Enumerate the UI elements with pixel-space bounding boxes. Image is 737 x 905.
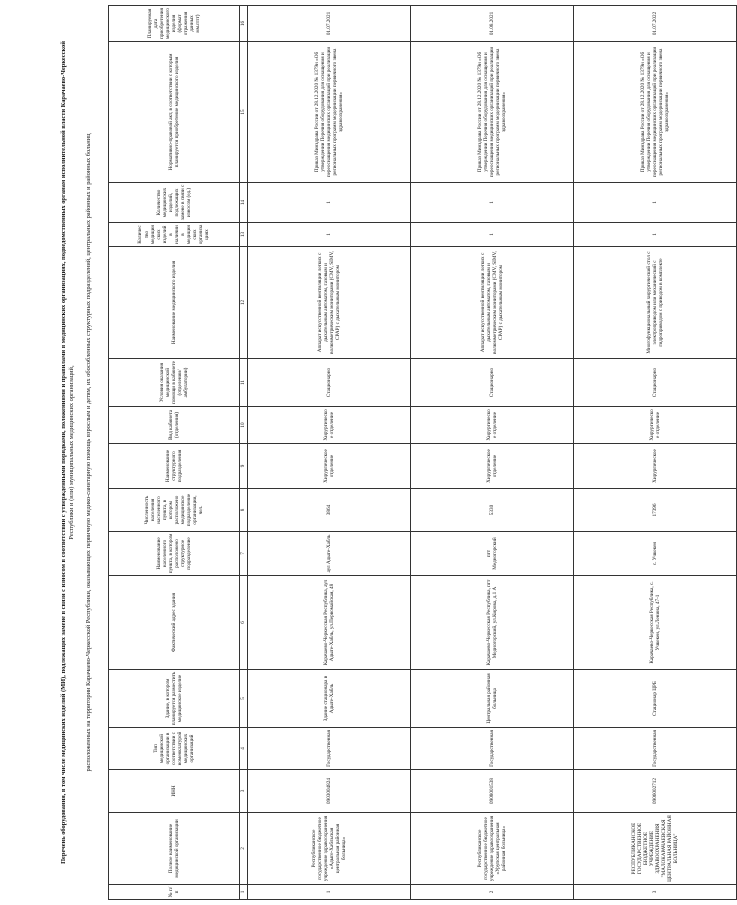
address-cell: Карачаево-Черкесская Республика, пгт Медногорский, ул.Кирова, д.1 А xyxy=(411,576,574,670)
column-header: Условия оказания медицинской помощи в кабинете (отделении/амбулатории) xyxy=(109,359,240,407)
cabinet-cell: Хирургическое отделение xyxy=(411,407,574,444)
column-header: Фактический адрес здания xyxy=(109,576,240,670)
column-number: 11 xyxy=(240,359,248,407)
locality-cell: пгт Медногорский xyxy=(411,532,574,576)
date-cell: 01.08.2021 xyxy=(411,6,574,42)
row-number: 3 xyxy=(574,885,737,900)
inn-cell: 0903004824 xyxy=(248,770,411,813)
org-type-cell: Государственная xyxy=(411,728,574,770)
column-number: 6 xyxy=(240,576,248,670)
conditions-cell: Стационарно xyxy=(574,359,737,407)
column-header: Здание, в котором планируется разместить медицинское изделие xyxy=(109,670,240,728)
row-number: 2 xyxy=(411,885,574,900)
document-subtitle-2: расположенных на территории Карачаево-Черкесской Республики, оказывающих первичную медико-санитарную помощь взрослым и детям, их обособленных структурных подразделений, центральных районных и районных больниц xyxy=(85,133,92,772)
building-cell: Центральная районная больница xyxy=(411,670,574,728)
qty-have-cell: 1 xyxy=(248,223,411,247)
date-cell: 01.07.2022 xyxy=(574,6,737,42)
building-cell: Стационар ЦРБ xyxy=(574,670,737,728)
column-number: 3 xyxy=(240,770,248,813)
document-title: Перечень оборудования, в том числе медицинских изделий (МИ), подлежащих замене в связи с износом в соответствии с утвержденными порядками, положениями и правилами в медицинских организациях, подведомственных органам исполнительной власти Карачаево-Черкесской xyxy=(60,41,67,864)
qty-have-cell: 1 xyxy=(574,223,737,247)
legal-act-cell: Приказ Минздрава России от 28.12.2020 № 1379н «Об утверждении Перечня оборудования для оснащения и переоснащения медицинских организаций при реализации региональных программ модернизации первичного звена здравоохранения» xyxy=(574,42,737,183)
table-row xyxy=(574,6,737,900)
column-number: 13 xyxy=(240,223,248,247)
column-header: № п/п xyxy=(109,885,240,900)
column-header: Наименование структурного подразделения xyxy=(109,444,240,489)
building-cell: Здание стационара в Адыге-Хабль xyxy=(248,670,411,728)
device-cell: Аппарат искусственной вентиляции легких с дыхательным автоматом, газовым и волюмметрическим мониторами (СМV, SIMV, CPAP) с дыхательным монитором xyxy=(248,247,411,359)
conditions-cell: Стационарно xyxy=(411,359,574,407)
column-header: Наименование населенного пункта, в котором расположено структурное подразделение xyxy=(109,532,240,576)
inn-cell: 0908001538 xyxy=(411,770,574,813)
column-number: 14 xyxy=(240,183,248,223)
column-number: 9 xyxy=(240,444,248,489)
column-header: Количество медицинских изделий, подлежащих замене в связи с износом (ед.) xyxy=(109,183,240,223)
qty-have-cell: 1 xyxy=(411,223,574,247)
column-number: 16 xyxy=(240,6,248,42)
column-header: Вид кабинета (отделения) xyxy=(109,407,240,444)
unit-cell: Хирургическое отделение xyxy=(248,444,411,489)
column-number: 12 xyxy=(240,247,248,359)
column-number: 5 xyxy=(240,670,248,728)
column-number-row xyxy=(240,6,248,900)
column-number: 15 xyxy=(240,42,248,183)
table-row xyxy=(248,6,411,900)
equipment-table xyxy=(108,5,737,900)
cabinet-cell: Хирургическое отделение xyxy=(574,407,737,444)
org-type-cell: Государственная xyxy=(574,728,737,770)
column-header: Численность населения населенного пункта, в котором расположено медицинское подразделение организации, чел. xyxy=(109,489,240,532)
column-header: Количество медицинских изделий в наличии в медицинских организациях xyxy=(109,223,240,247)
column-header: Нормативно-правовой акт, в соответствии с которым планируется приобретение медицинского изделия xyxy=(109,42,240,183)
column-number: 8 xyxy=(240,489,248,532)
qty-replace-cell: 1 xyxy=(411,183,574,223)
org-type-cell: Государственная xyxy=(248,728,411,770)
qty-replace-cell: 1 xyxy=(248,183,411,223)
column-header: Планируемая дата приобретения медицинского изделия (формат отражения данных мм.гггг) xyxy=(109,6,240,42)
locality-cell: с. Учкекен xyxy=(574,532,737,576)
qty-replace-cell: 1 xyxy=(574,183,737,223)
column-header: Наименование медицинского изделия xyxy=(109,247,240,359)
inn-cell: 0906002712 xyxy=(574,770,737,813)
legal-act-cell: Приказ Минздрава России от 28.12.2020 № 1379н «Об утверждении Перечня оборудования для оснащения и переоснащения медицинских организаций при реализации региональных программ модернизации первичного звена здравоохранения» xyxy=(411,42,574,183)
organization-name: Республиканское государственное бюджетное учреждение здравоохранения «Урупская центральная районная больница» xyxy=(411,813,574,885)
population-cell: 5330 xyxy=(411,489,574,532)
unit-cell: Хирургическое отделение xyxy=(411,444,574,489)
column-number: 2 xyxy=(240,813,248,885)
date-cell: 01.07.2021 xyxy=(248,6,411,42)
address-cell: Карачаево-Черкесская Республика, аул Адыге-Хабль, ул.Первомайская, 48 xyxy=(248,576,411,670)
locality-cell: аул Адыге-Хабль xyxy=(248,532,411,576)
table-row xyxy=(411,6,574,900)
device-cell: Многофункциональный хирургический стол с электроприводом или механический с гидроприводом с приводом в комплекте xyxy=(574,247,737,359)
column-number: 7 xyxy=(240,532,248,576)
unit-cell: Хирургическое xyxy=(574,444,737,489)
table-header-row xyxy=(109,6,240,900)
column-number: 4 xyxy=(240,728,248,770)
address-cell: Карачаево-Черкесская Республика, с. Учкекен, ул.Ленина, 47-1 xyxy=(574,576,737,670)
population-cell: 3864 xyxy=(248,489,411,532)
conditions-cell: Стационарно xyxy=(248,359,411,407)
device-cell: Аппарат искусственной вентиляции легких с дыхательным автоматом, газовым и волюмметрическим мониторами (СМV, SIMV, CPAP) с дыхательным монитором xyxy=(411,247,574,359)
column-header: Полное наименование медицинской организации xyxy=(109,813,240,885)
organization-name: Республиканское государственное бюджетное учреждение здравоохранения «Адыге-Хабльская центральная районная больница» xyxy=(248,813,411,885)
document-subtitle: Республики и (или) муниципальных медицинских организаций, xyxy=(68,365,75,540)
row-number: 1 xyxy=(248,885,411,900)
organization-name: РЕСПУБЛИКАНСКОЕ ГОСУДАРСТВЕННОЕ БЮДЖЕТНОЕ УЧРЕЖДЕНИЕ ЗДРАВООХРАНЕНИЯ "МАЛОКАРАЧАЕВСКАЯ ЦЕНТРАЛЬНАЯ РАЙОННАЯ БОЛЬНИЦА" xyxy=(574,813,737,885)
column-header: Тип медицинской организации в соответствии с номенклатурой медицинских организаций xyxy=(109,728,240,770)
cabinet-cell: Хирургическое отделение xyxy=(248,407,411,444)
population-cell: 17396 xyxy=(574,489,737,532)
legal-act-cell: Приказ Минздрава России от 28.12.2020 № 1379н «Об утверждении Перечня оборудования для оснащения и переоснащения медицинских организаций при реализации региональных программ модернизации первичного звена здравоохранения» xyxy=(248,42,411,183)
column-header: ИНН xyxy=(109,770,240,813)
column-number: 1 xyxy=(240,885,248,900)
column-number: 10 xyxy=(240,407,248,444)
